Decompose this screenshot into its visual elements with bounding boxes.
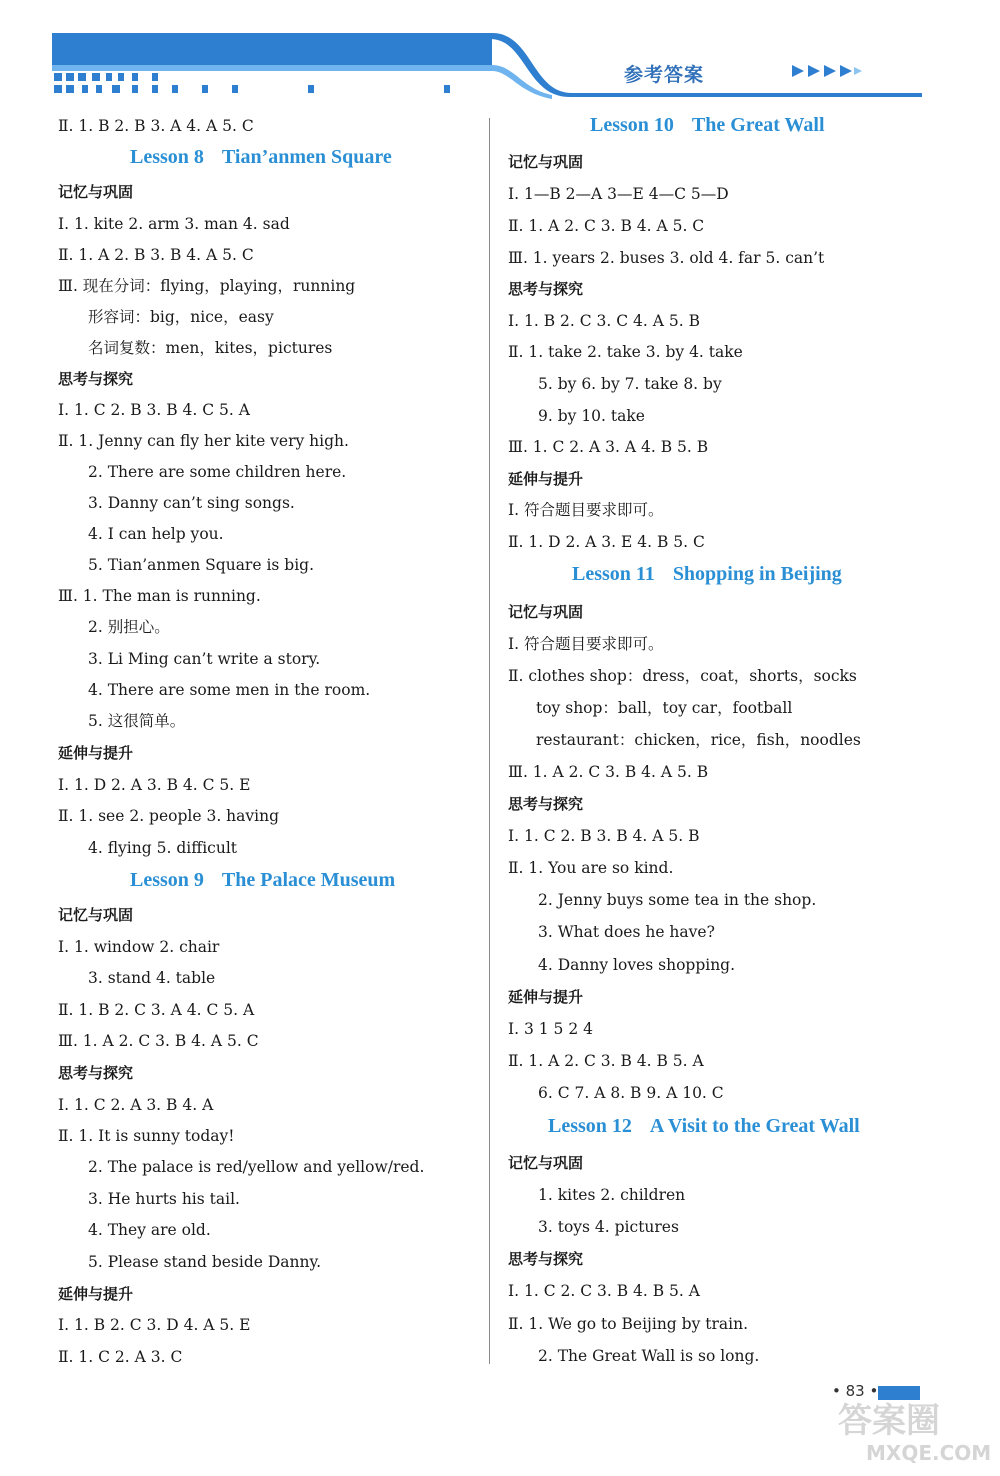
lesson-number: Lesson 10 — [590, 114, 674, 136]
lesson-number: Lesson 9 — [130, 869, 204, 891]
answer-line: Ⅰ. 3 1 5 2 4 — [508, 1020, 593, 1038]
section-heading: 记忆与巩固 — [508, 153, 584, 171]
lesson-number: Lesson 8 — [130, 146, 204, 168]
answer-line: Ⅰ. 1. B 2. C 3. C 4. A 5. B — [508, 312, 700, 330]
answer-line: Ⅰ. 1. C 2. C 3. B 4. B 5. A — [508, 1282, 700, 1300]
answer-line: 5. Please stand beside Danny. — [88, 1253, 322, 1271]
lesson-number: Lesson 11 — [572, 563, 655, 585]
answer-line: 4. Danny loves shopping. — [538, 956, 736, 974]
lesson-number: Lesson 12 — [548, 1115, 632, 1137]
answer-line: Ⅱ. 1. It is sunny today! — [58, 1127, 235, 1145]
lesson-title: Tian’anmen Square — [221, 146, 392, 168]
answer-line: Ⅲ. 现在分词：flying，playing，running — [58, 277, 356, 295]
answer-line: Ⅱ. 1. A 2. C 3. B 4. B 5. A — [508, 1052, 704, 1070]
answer-line: 2. There are some children here. — [88, 463, 347, 481]
section-heading: 思考与探究 — [508, 1250, 584, 1268]
section-heading: 延伸与提升 — [508, 470, 584, 488]
answer-line: Ⅱ. 1. A 2. C 3. B 4. A 5. C — [508, 217, 705, 235]
answer-line: 3. He hurts his tail. — [88, 1190, 240, 1208]
answer-line: 名词复数：men，kites，pictures — [88, 339, 333, 357]
answer-line: Ⅱ. 1. take 2. take 3. by 4. take — [508, 343, 743, 361]
answer-line: Ⅲ. 1. The man is running. — [58, 587, 261, 605]
lesson-heading — [130, 146, 392, 169]
answer-line: Ⅱ. 1. B 2. B 3. A 4. A 5. C — [58, 117, 254, 135]
answer-line: Ⅰ. 符合题目要求即可。 — [508, 501, 664, 519]
section-heading: 思考与探究 — [508, 280, 584, 298]
section-heading: 思考与探究 — [58, 1064, 134, 1082]
answer-line: 5. by 6. by 7. take 8. by — [538, 375, 722, 393]
answer-line: 2. Jenny buys some tea in the shop. — [538, 891, 817, 909]
lesson-title: The Palace Museum — [221, 869, 396, 891]
svg-text:答案圈: 答案圈 — [838, 1401, 940, 1441]
answer-line: 4. I can help you. — [88, 525, 224, 543]
answer-line: Ⅱ. 1. Jenny can fly her kite very high. — [58, 432, 349, 450]
lesson-heading — [572, 563, 842, 586]
answer-line: 2. The Great Wall is so long. — [538, 1347, 760, 1365]
lesson-heading — [548, 1115, 860, 1138]
watermark-logo — [832, 1396, 992, 1468]
answer-line: 3. stand 4. table — [88, 969, 216, 987]
section-heading: 延伸与提升 — [58, 744, 134, 762]
answer-line: 2. The palace is red/yellow and yellow/red. — [88, 1158, 425, 1176]
answer-line: Ⅱ. clothes shop：dress，coat，shorts，socks — [508, 667, 857, 685]
page-number: • 83 • — [832, 1382, 879, 1400]
answer-line: Ⅰ. 1. C 2. A 3. B 4. A — [58, 1096, 214, 1114]
answer-line: Ⅰ. 1. kite 2. arm 3. man 4. sad — [58, 215, 290, 233]
answer-line: 形容词：big，nice，easy — [88, 308, 274, 326]
answer-line: Ⅲ. 1. A 2. C 3. B 4. A 5. B — [508, 763, 709, 781]
answer-line: 3. Li Ming can’t write a story. — [88, 650, 321, 668]
answer-line: 3. Danny can’t sing songs. — [88, 494, 295, 512]
lesson-title: A Visit to the Great Wall — [649, 1115, 860, 1137]
answer-line: Ⅰ. 1. window 2. chair — [58, 938, 220, 956]
answer-line: 5. 这很简单。 — [88, 712, 186, 730]
answer-line: 2. 别担心。 — [88, 618, 170, 636]
section-heading: 记忆与巩固 — [508, 603, 584, 621]
answer-line: 4. There are some men in the room. — [88, 681, 371, 699]
answer-line: Ⅰ. 1. C 2. B 3. B 4. A 5. B — [508, 827, 700, 845]
answer-line: Ⅱ. 1. We go to Beijing by train. — [508, 1315, 749, 1333]
answer-line: Ⅰ. 符合题目要求即可。 — [508, 635, 664, 653]
answer-line: 6. C 7. A 8. B 9. A 10. C — [538, 1084, 724, 1102]
answer-line: Ⅱ. 1. A 2. B 3. B 4. A 5. C — [58, 246, 254, 264]
section-heading: 延伸与提升 — [508, 988, 584, 1006]
answer-line: 9. by 10. take — [538, 407, 645, 425]
answer-line: 3. toys 4. pictures — [538, 1218, 679, 1236]
answer-line: Ⅱ. 1. D 2. A 3. E 4. B 5. C — [508, 533, 705, 551]
section-heading: 记忆与巩固 — [58, 183, 134, 201]
header-arrows-icon — [792, 63, 864, 82]
section-heading: 延伸与提升 — [58, 1285, 134, 1303]
answer-line: Ⅰ. 1. C 2. B 3. B 4. C 5. A — [58, 401, 250, 419]
answer-line: Ⅲ. 1. C 2. A 3. A 4. B 5. B — [508, 438, 709, 456]
lesson-title: The Great Wall — [691, 114, 825, 136]
section-heading: 记忆与巩固 — [58, 906, 134, 924]
answer-line: Ⅱ. 1. C 2. A 3. C — [58, 1348, 183, 1366]
answer-line: Ⅰ. 1—B 2—A 3—E 4—C 5—D — [508, 185, 729, 203]
answer-line: 5. Tian’anmen Square is big. — [88, 556, 315, 574]
answer-line: Ⅱ. 1. B 2. C 3. A 4. C 5. A — [58, 1001, 255, 1019]
answer-line: Ⅱ. 1. You are so kind. — [508, 859, 674, 877]
lesson-heading — [590, 114, 825, 137]
section-heading: 思考与探究 — [508, 795, 584, 813]
answer-line: Ⅲ. 1. years 2. buses 3. old 4. far 5. can’t — [508, 249, 825, 267]
lesson-heading — [130, 869, 395, 892]
answer-line: 4. They are old. — [88, 1221, 211, 1239]
answer-line: restaurant：chicken，rice，fish，noodles — [536, 731, 861, 749]
answer-line: 1. kites 2. children — [538, 1186, 686, 1204]
column-divider — [489, 118, 490, 1364]
section-heading: 思考与探究 — [58, 370, 134, 388]
answer-line: Ⅱ. 1. see 2. people 3. having — [58, 807, 280, 825]
header-title: 参考答案 — [624, 64, 705, 86]
answer-line: 4. flying 5. difficult — [88, 839, 238, 857]
answer-line: Ⅲ. 1. A 2. C 3. B 4. A 5. C — [58, 1032, 259, 1050]
svg-text:MXQE.COM: MXQE.COM — [866, 1441, 992, 1465]
answer-line: toy shop：ball，toy car，football — [536, 699, 793, 717]
answer-line: Ⅰ. 1. B 2. C 3. D 4. A 5. E — [58, 1316, 251, 1334]
lesson-title: Shopping in Beijing — [672, 563, 842, 585]
answer-line: 3. What does he have? — [538, 923, 715, 941]
section-heading: 记忆与巩固 — [508, 1154, 584, 1172]
answer-line: Ⅰ. 1. D 2. A 3. B 4. C 5. E — [58, 776, 251, 794]
